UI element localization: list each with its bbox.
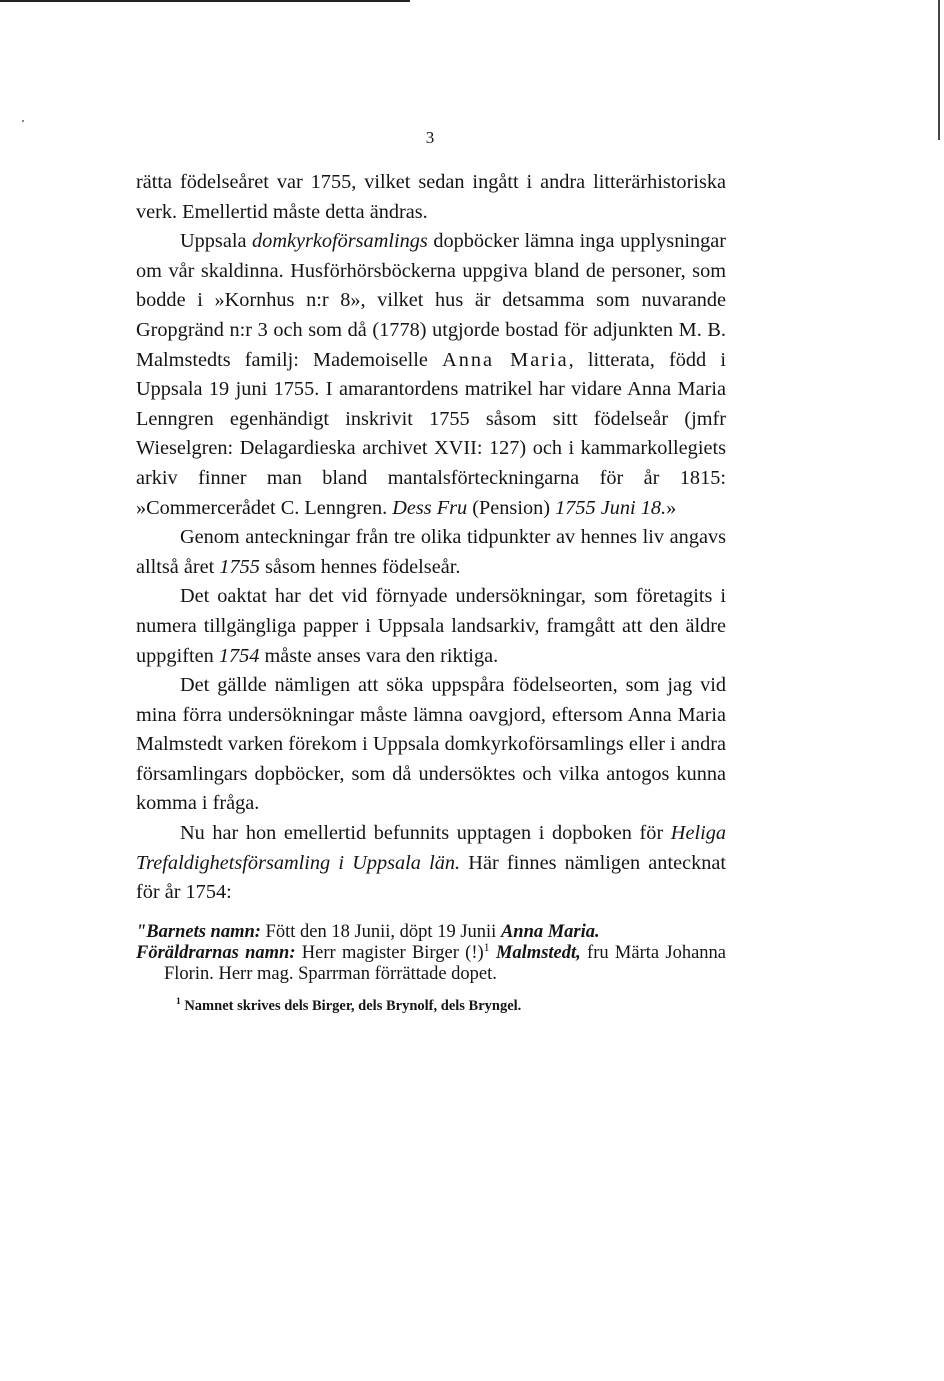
paragraph-6-text-2: Här finnes nämligen antecknat för år 1754: <box>136 851 727 904</box>
paragraph-2-italic-2: Dess Fru <box>392 496 468 519</box>
quote-line-child <box>136 922 726 943</box>
paragraph-6-text-1: Nu har hon emellertid befunnits upptagen i dopboken för <box>180 822 671 845</box>
baptism-record-quote <box>136 922 726 985</box>
paragraph-2-text-3: , litterata, född i Uppsala 19 juni 1755. I amarantordens matrikel har vidare Anna Maria Lenngren egenhändigt inskrivit 1755 såsom sitt födelseår (jmfr Wieselgren: Delagardieska archivet XVII: 127) och i kammarkollegiets arkiv finner man bland mantalsförteckningarna för år 1815: »Commercerådet C. Lenngren. <box>136 348 726 519</box>
quote-parents-text-1: Herr magister Birger (!) <box>295 942 484 963</box>
main-text <box>136 168 726 908</box>
paragraph-2-text-5: » <box>666 496 677 519</box>
footnote-marker: 1 <box>176 997 181 1008</box>
quote-child-text: Fött den 18 Junii, döpt 19 Junii <box>260 921 501 942</box>
paragraph-2-spaced-name: Anna Maria <box>442 348 569 371</box>
quote-child-name: Anna Maria. <box>500 921 600 942</box>
scan-edge-top <box>0 0 410 2</box>
quote-label-child-name: Barnets namn: <box>146 921 261 942</box>
paragraph-6-italic-parish: Heliga Trefaldighetsförsamling i Uppsala län. <box>136 822 726 874</box>
footnote-text: Namnet skrives dels Birger, dels Brynolf, dels Bryngel. <box>180 997 522 1014</box>
paragraph-4 <box>136 582 726 671</box>
paragraph-2-text-2: dopböcker lämna inga upplysningar om vår skaldinna. Husförhörsböckerna uppgiva bland de personer, som bodde i »Kornhus n:r 8», vilket hus är detsamma som nuvarande Gropgränd n:r 3 och som då (1778) utgjorde bostad för adjunkten M. B. Malmstedts familj: Mademoiselle <box>136 230 727 371</box>
paragraph-3-italic-year: 1755 <box>219 555 260 578</box>
paragraph-4-text-2: måste anses vara den riktiga. <box>259 644 499 667</box>
paragraph-2 <box>136 227 726 523</box>
paragraph-2-text-4: (Pension) <box>467 496 556 519</box>
quote-parents-text-3: fru Märta Johanna Florin. Herr mag. Sparrman förrättade dopet. <box>164 942 726 984</box>
paragraph-2-text-1: Uppsala <box>180 230 253 253</box>
page-number: 3 <box>425 128 435 147</box>
paragraph-1: rätta födelseåret var 1755, vilket sedan ingått i andra litterärhistoriska verk. Emellertid måste detta ändras. <box>136 171 726 223</box>
paragraph-2-italic-1: domkyrkoförsamlings <box>252 230 428 253</box>
quote-label-parents: Föräldrarnas namn: <box>136 942 296 963</box>
footnote-reference: 1 <box>483 939 490 954</box>
scan-speck <box>22 120 24 122</box>
paragraph-4-text-1: Det oaktat har det vid förnyade undersökningar, som företagits i numera tillgängliga papper i Uppsala landsarkiv, framgått att den äldre uppgiften <box>136 585 726 667</box>
paragraph-4-italic-year: 1754 <box>218 644 260 667</box>
paragraph-6 <box>136 819 726 908</box>
paragraph-2-italic-3: 1755 Juni 18. <box>555 496 667 519</box>
paragraph-3-text-2: såsom hennes födelseår. <box>259 555 461 578</box>
quote-open-mark: " <box>136 921 147 942</box>
quote-parents-surname: Malmstedt, <box>495 942 581 963</box>
footnote <box>136 997 726 1016</box>
paragraph-3-text-1: Genom anteckningar från tre olika tidpunkter av hennes liv angavs alltså året <box>136 526 726 578</box>
page-body <box>136 168 726 1016</box>
quote-line-parents <box>136 939 726 985</box>
paragraph-5: Det gällde nämligen att söka uppspåra födelseorten, som jag vid mina förra undersökningar måste lämna oavgjord, eftersom Anna Maria Malmstedt varken förekom i Uppsala domkyrkoförsamlings eller i andra församlingars dopböcker, som då undersöktes och vilka antogos kunna komma i fråga. <box>136 674 726 815</box>
paragraph-3 <box>136 523 726 582</box>
scan-edge-right <box>938 0 940 140</box>
